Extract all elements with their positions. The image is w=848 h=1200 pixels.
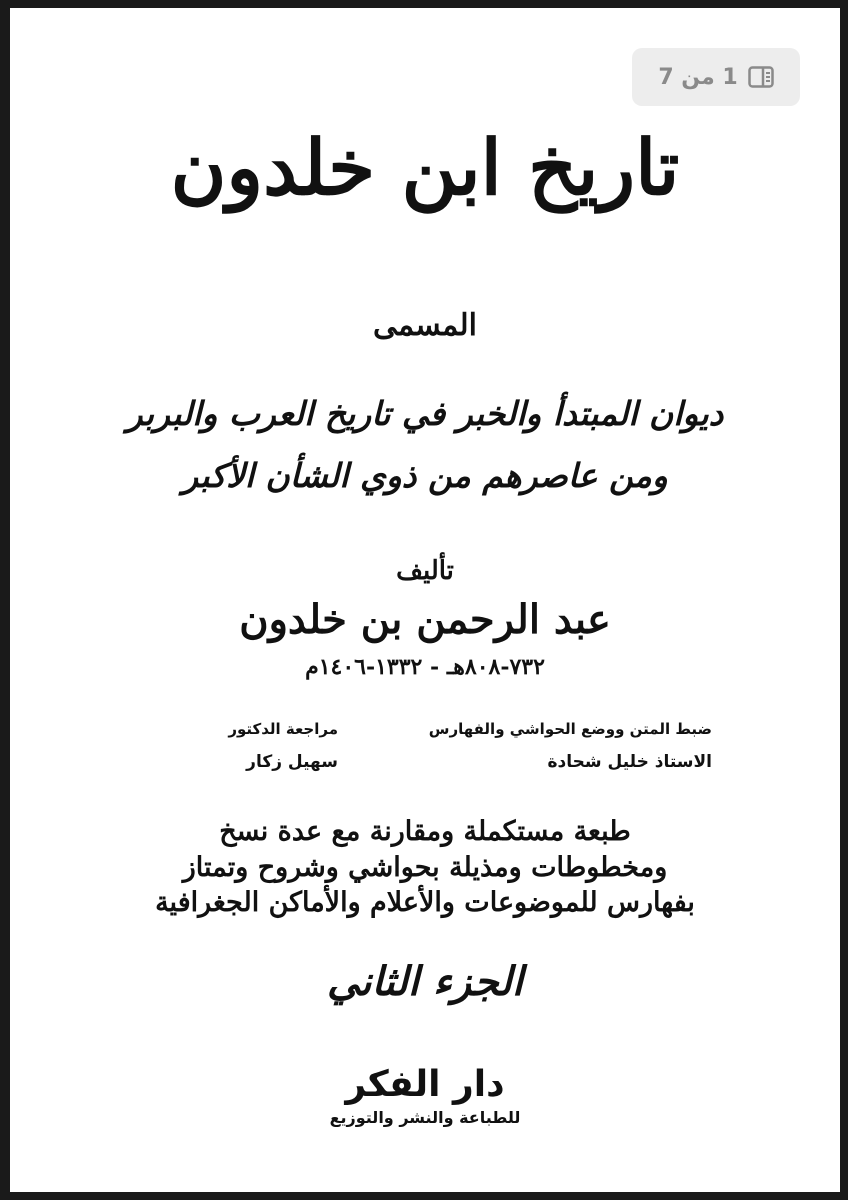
author-dates: ٧٣٢-٨٠٨هـ - ١٣٣٢-١٤٠٦م (305, 654, 545, 680)
page-counter[interactable] (632, 48, 800, 106)
edition-line-2: ومخطوطات ومذيلة بحواشي وشروح وتمتاز (182, 851, 668, 883)
document-page (10, 8, 840, 1192)
page-counter-text: 1 من 7 (658, 64, 738, 90)
edition-description (10, 814, 840, 921)
publisher-logo-text: دار الفكر (345, 1064, 505, 1105)
author-label: تأليف (396, 556, 454, 586)
editor-credit (429, 720, 712, 772)
subtitle-line-1: ديوان المبتدأ والخبر في تاريخ العرب والبربر (126, 394, 724, 433)
editor-name: الاستاذ خليل شحادة (547, 752, 712, 772)
book-pages-icon (748, 66, 774, 88)
reviewer-role: مراجعة الدكتور (228, 720, 338, 738)
subtitle-label: المسمى (373, 308, 477, 343)
subtitle-line-2: ومن عاصرهم من ذوي الشأن الأكبر (182, 456, 668, 495)
author-name: عبد الرحمن بن خلدون (239, 596, 611, 643)
book-title: تاريخ ابن خلدون (170, 123, 680, 212)
reviewer-credit (158, 720, 338, 772)
edition-line-3: بفهارس للموضوعات والأعلام والأماكن الجغرافية (155, 887, 695, 919)
edition-line-1: طبعة مستكملة ومقارنة مع عدة نسخ (219, 816, 631, 847)
editor-role: ضبط المتن ووضع الحواشي والفهارس (428, 720, 712, 738)
volume-label: الجزء الثاني (327, 958, 523, 1005)
reviewer-name: سهيل زكار (246, 752, 338, 772)
publisher-tagline: للطباعة والنشر والتوزيع (329, 1108, 521, 1127)
